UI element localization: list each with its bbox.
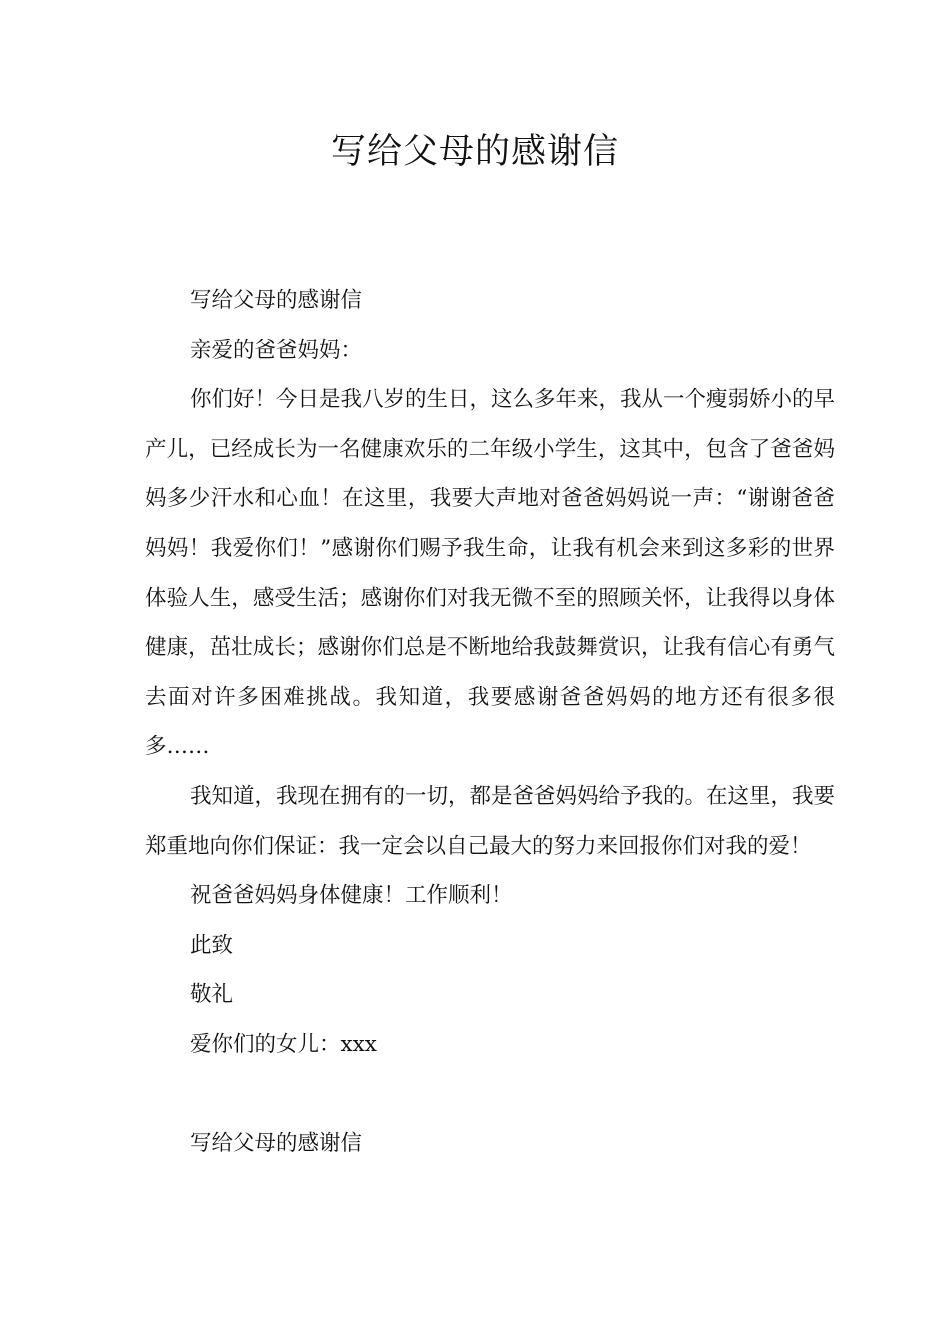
section-spacer — [145, 1070, 835, 1120]
letter-signature: 爱你们的女儿：xxx — [190, 1031, 377, 1057]
letter-paragraph-1: 你们好！今日是我八岁的生日，这么多年来，我从一个瘦弱娇小的早产儿，已经成长为一名健康欢乐的二年级小学生，这其中，包含了爸爸妈妈多少汗水和心血！在这里，我要大声地对爸爸妈妈说一声：“谢谢爸爸妈妈！我爱你们！”感谢你们赐予我生命，让我有机会来到这多彩的世界体验人生，感受生活；感谢你们对我无微不至的照顾关怀，让我得以身体健康，茁壮成长；感谢你们总是不断地给我鼓舞赏识，让我有信心有勇气去面对许多困难挑战。我知道，我要感谢爸爸妈妈的地方还有很多很多…… — [145, 387, 836, 760]
letter-closing-1: 此致 — [190, 932, 234, 958]
letter-wish: 祝爸爸妈妈身体健康！工作顺利！ — [190, 883, 513, 909]
letter-heading: 写给父母的感谢信 — [190, 288, 363, 313]
letter-salutation: 亲爱的爸爸妈妈： — [190, 337, 363, 363]
document-body — [145, 276, 835, 1169]
letter-closing-2: 敬礼 — [190, 982, 234, 1008]
next-letter-heading: 写给父母的感谢信 — [190, 1131, 363, 1157]
document-title: 写给父母的感谢信 — [330, 132, 619, 172]
letter-paragraph-2: 我知道，我现在拥有的一切，都是爸爸妈妈给予我的。在这里，我要郑重地向你们保证：我一定会以自己最大的努力来回报你们对我的爱！ — [145, 783, 836, 859]
